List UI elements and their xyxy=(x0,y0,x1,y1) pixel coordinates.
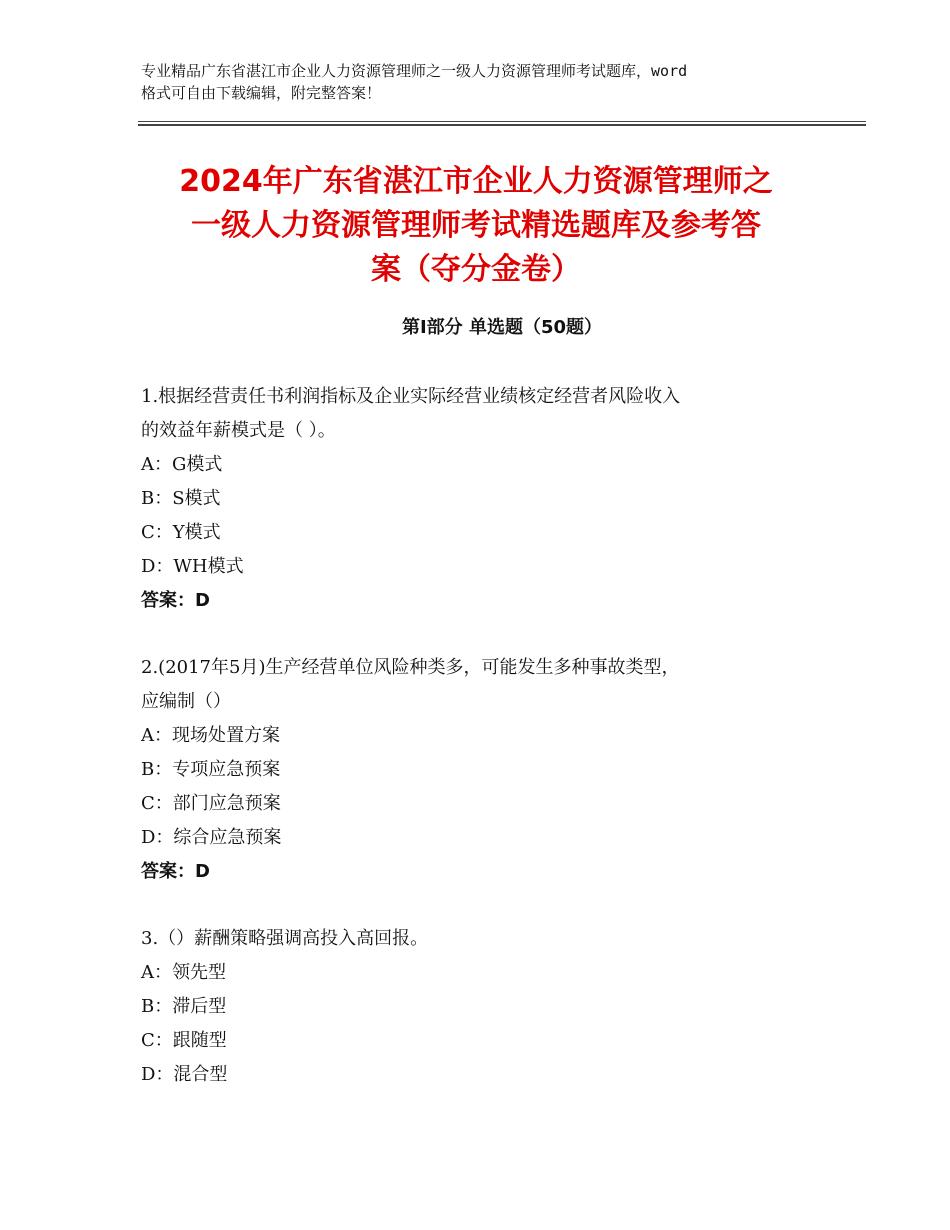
header-rule-bottom xyxy=(138,124,866,126)
header-rule-top xyxy=(138,121,866,122)
question-1-option-c: C：Y模式 xyxy=(141,522,221,543)
document-title xyxy=(138,160,814,292)
header-note-line-1: 专业精品广东省湛江市企业人力资源管理师之一级人力资源管理师考试题库，word xyxy=(141,62,688,80)
question-1-text-line-1: 1.根据经营责任书利润指标及企业实际经营业绩核定经营者风险收入 xyxy=(141,386,681,407)
question-2-option-c: C：部门应急预案 xyxy=(141,793,281,814)
question-1-option-a: A：G模式 xyxy=(141,454,223,475)
document-title-line-3: 案（夺分金卷） xyxy=(371,252,581,287)
document-title-line-1: 2024年广东省湛江市企业人力资源管理师之 xyxy=(179,164,773,199)
document-title-line-2: 一级人力资源管理师考试精选题库及参考答 xyxy=(191,208,761,243)
question-3 xyxy=(141,922,821,1092)
question-2-option-b: B：专项应急预案 xyxy=(141,759,281,780)
header-note xyxy=(141,60,831,104)
question-2 xyxy=(141,651,821,889)
question-2-text-line-2: 应编制（） xyxy=(141,691,231,712)
question-3-option-b: B：滞后型 xyxy=(141,996,227,1017)
question-1-answer: 答案：D xyxy=(141,590,210,611)
question-1-option-b: B：S模式 xyxy=(141,488,221,509)
question-list xyxy=(141,380,821,1092)
question-1 xyxy=(141,380,821,618)
question-2-text-line-1: 2.(2017年5月)生产经营单位风险种类多，可能发生多种事故类型， xyxy=(141,657,680,678)
header-note-line-2: 格式可自由下载编辑，附完整答案！ xyxy=(141,84,382,102)
question-3-option-a: A：领先型 xyxy=(141,962,226,983)
question-2-option-d: D：综合应急预案 xyxy=(141,827,282,848)
question-2-answer: 答案：D xyxy=(141,861,210,882)
question-3-option-d: D：混合型 xyxy=(141,1064,228,1085)
question-3-text-line-1: 3.（）薪酬策略强调高投入高回报。 xyxy=(141,928,429,949)
question-2-option-a: A：现场处置方案 xyxy=(141,725,280,746)
section-title: 第Ⅰ部分 单选题（50题） xyxy=(401,317,602,338)
question-3-option-c: C：跟随型 xyxy=(141,1030,227,1051)
question-1-text-line-2: 的效益年薪模式是（ ）。 xyxy=(141,420,336,441)
question-1-option-d: D：WH模式 xyxy=(141,556,244,577)
question-gap xyxy=(141,618,821,651)
question-gap xyxy=(141,889,821,922)
